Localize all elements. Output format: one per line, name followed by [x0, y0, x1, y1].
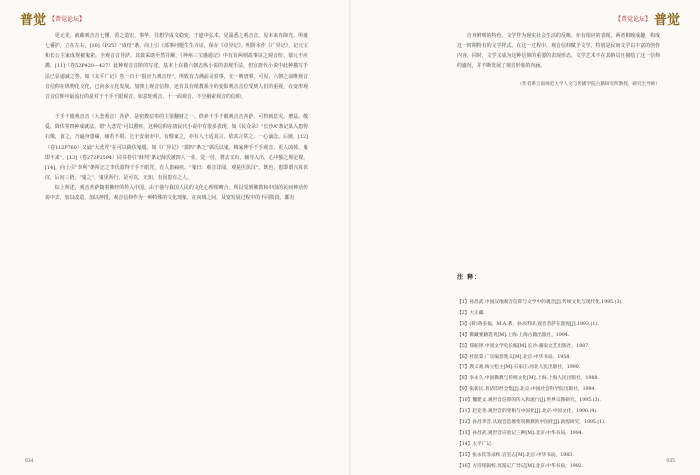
paragraph: 自身鲜明的特色。文学作为现实社会生活的反映，亦有相应的表现，两者相映成趣，构成这一时期特有的文学样式。在这一过程中，观音信仰赋予文学，特别是民间文学以丰富的创作内容，同时，文学又成为这种信仰的重要的表现形态，文学艺术不在其纳员且描绘了这一信仰的盛况，并不断发展了观音形象的内涵。: [457, 33, 660, 70]
note-item: 【7】教义观.梅立松主[M].石家庄:河北人民出版社，1990.: [457, 365, 581, 371]
column-tag: 【普觉论坛】: [614, 16, 651, 23]
note-item: 【12】孙昌孝音.从观音造像变说佛教的中国化[J].敦煌研究，1995.(1).: [457, 419, 606, 425]
page-number: 034: [25, 459, 34, 464]
note-item: 【15】张永钦等录校.宣室志[M].北京:中华书局，1983.: [457, 452, 574, 458]
note-item: 【10】魏建文.观世音信仰的传入和流行[J].世界宗教研究，1995.(3).: [457, 398, 601, 404]
brand-logo: 普觉: [20, 13, 47, 28]
paragraph: 综上所述，观音菩萨随着佛经的传入中国，由于他与我国人民的文化心理相吻合，所以受到佛教和中国的民间神话传说中去，加以改造，加以神授，观音信仰作为一种特殊的文化现象，在向域之间，及宽发展过程中的不同阶段，都有: [45, 185, 308, 202]
note-item: 【1】孙昌武.中国汉地观音信仰与文学中的观音[J].传统文化与现代化.1995.(3).: [457, 300, 623, 305]
note-item: 【14】太平广记.: [457, 441, 493, 447]
page-header: [20, 9, 85, 28]
column-tag: 【普觉论坛】: [49, 16, 86, 23]
notes-list: [457, 298, 667, 473]
article-body-right: [457, 31, 660, 90]
left-page: [0, 0, 349, 475]
paragraph: 更元羌，就蕨观音音七懂，香之造宏，事华，往想学成文稳变，于道中弘术，见淄悉之观音音，见本来肯降光，所诞七番护，立在左右，[10]《P25》“成结”条，向上引《部事问题生生寺证，保存《卓异记》。明阶本作《广异记》，记元宝和长公主家成规被鬼索，全观音音菩萨，其致采助至然并解，《神州三宝感通记》中有有两则故事证之观音纷。郁元不应灌。[11]（卷52P420—427）此种观音音阶的写述，基本上在微六朝志纵小说的表现手法，但宣唐代小说中此种描写手法已显递减之势。如《太平广记》卷一百十“报应九观音经”，所收有力满前灵验事，无一则唐事，可见，六朝之前唯观音音信仰在纵物化文化，已向多元化发展。加弹上观音信仰，还有具有纸教系全的变影观音音位受到人们的重视，在变形观音音信仰中最流行的是对于千手千眼观音、如意轮观音、十一面观音、不空羂索观音的信仰。: [45, 33, 308, 100]
article-body-left: [45, 31, 308, 204]
note-item: 【9】张新民.普济印经全集[J].北京:中国社会科学院出版社，1994.: [457, 387, 596, 393]
note-item: 【2】大正藏.: [457, 310, 485, 316]
page-number: 035: [666, 459, 675, 464]
note-item: 【8】李永久.中国佛教与传统文化[M].上海:上海人民出版社，1988.: [457, 376, 599, 382]
right-page: [351, 0, 700, 475]
note-item: 【16】方诗铭辑校.冥报记广异记[M].北京:中华书局，1992.: [457, 463, 584, 469]
note-item: 【13】孙昌武.观世音应验记三种[M].北京:中华书局，1994.: [457, 430, 584, 436]
note-item: 【6】杜荫棠.广宣编普苑义[M].北京:中华书局，1958.: [457, 354, 571, 360]
note-item: 【3】(荷)鲁多福，M.A.著，孙永明译.观音菩萨在敦煌[J].1993.(1).: [457, 321, 599, 327]
notes-heading: 注 释：: [457, 274, 482, 281]
page-header: [615, 9, 680, 28]
note-item: 【4】佛藏要籍选刊[M].上海:上海古籍出版社，1994.: [457, 332, 570, 338]
brand-logo: 普觉: [653, 13, 680, 28]
author-byline: （作者系云南师范大学人文与传播学院古籍研究所教授，研究生导师）: [517, 81, 660, 87]
note-item: 【11】赵克尧.观世音的变相与中国化[J].北京:中国文化，1990.(4).: [457, 409, 598, 415]
note-item: 【5】郑振铎.中国文学史长编[M].长沙:湖南文艺出版社，1987.: [457, 343, 590, 349]
paragraph: 千手千眼观音音（大悲观音）菩萨，是密教信奉的主要翻财之一。供养千手千眼观音音菩萨，可得到息灾、增益、敬爱、降伏等四种成就法。谓“大悲咒”可以愈疾，这种信仰在唐民代小说中有很多表现。如《民众录》“长沙A”条记某入患得石像，食之，乃遍身患痫，痛若不堪。乞于安南市中，有缝家之，亦有人士适其言，依其言常之，一心诵念。后她，[12]（卷112P760）又诵“大悲咒”在可以降伏鬼缰。如《广异记》“郭四”条之“郭氏以鬼，梅家伸手千手观音，更人凶掉，鬼即不来”。[13]（卷272P2594）同书卷引“薛判”条记薛氏被四人一业，觉一付，将去又出，辅导入出，心中独之规定观。[14]，向上引“李利”条所记之李氏慕得千手千眼咒，有人患痫疾。“鬼曰：观音洋闻，观是医伏汉”。既也，患即谓兴真伏汉，后向三梧，“鬼之”，鬼见所行，是可以，无知，有因患有之人。: [45, 114, 308, 182]
